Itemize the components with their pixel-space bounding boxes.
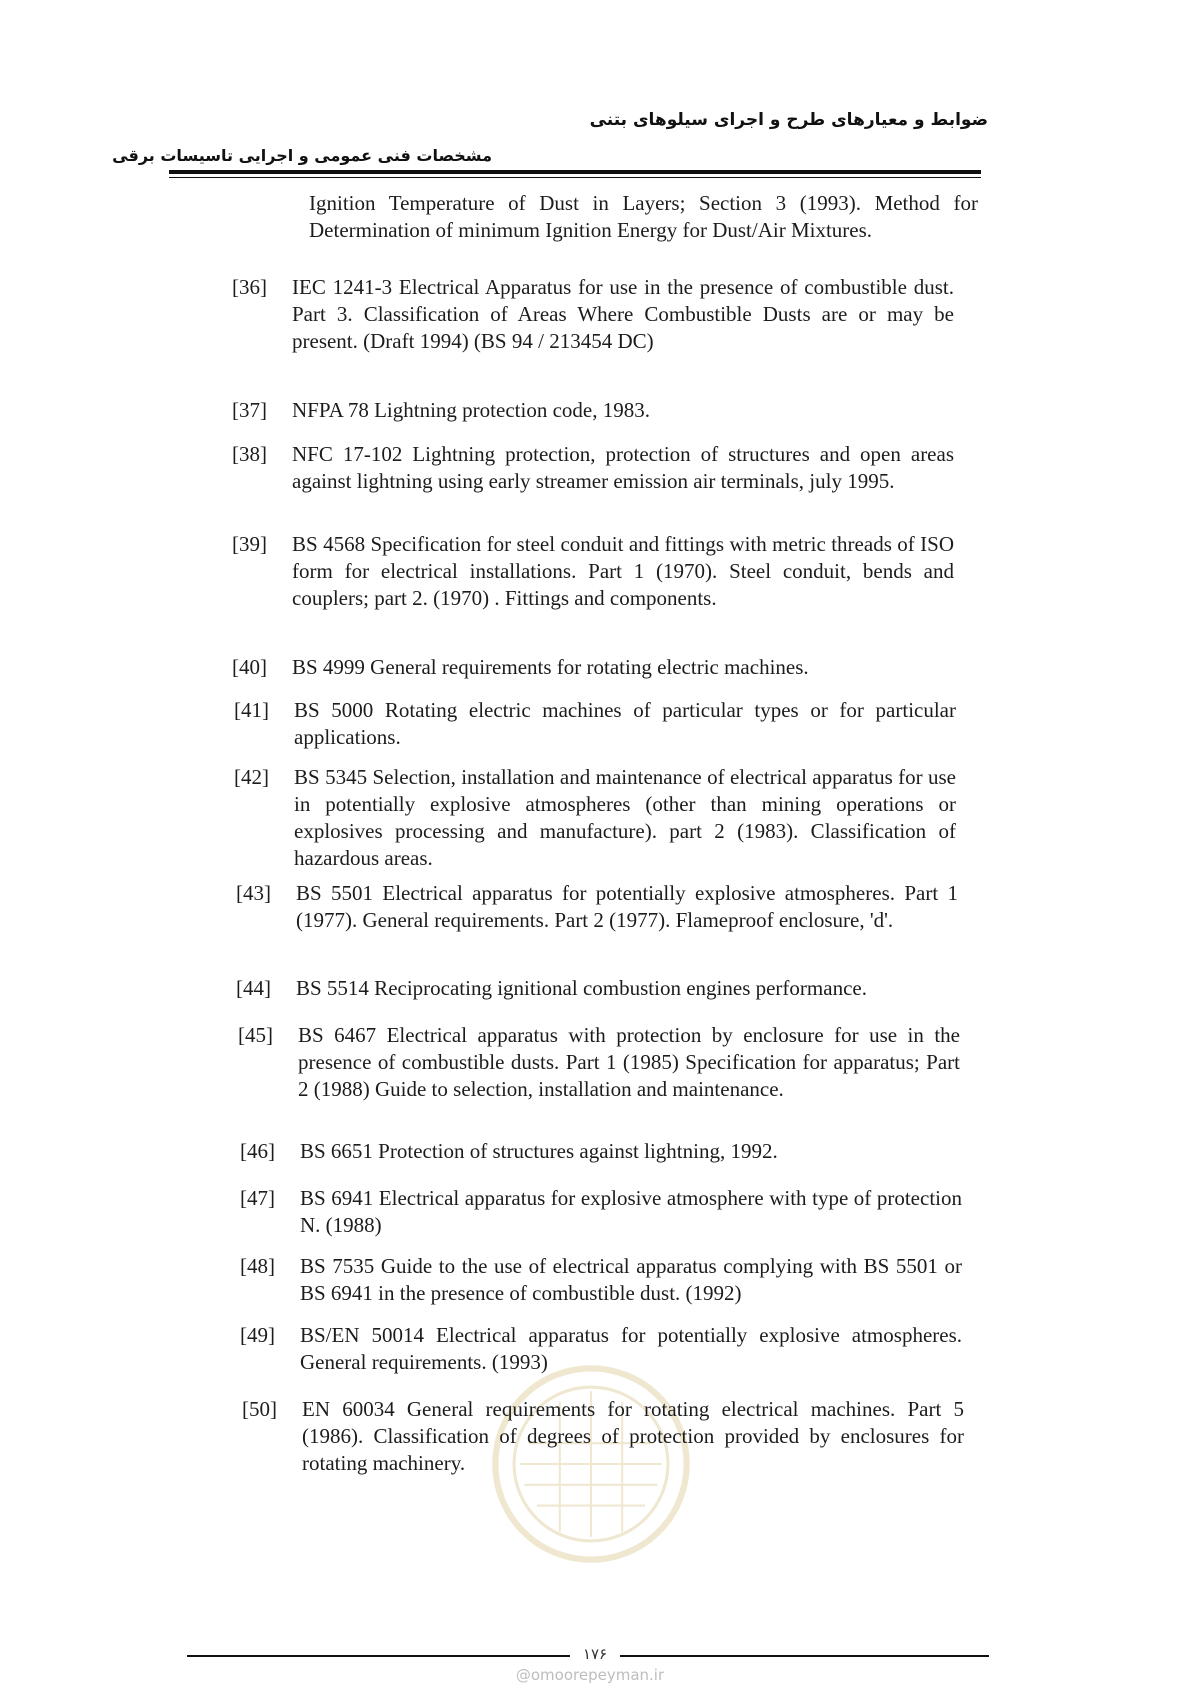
reference-number: [47] — [240, 1186, 275, 1210]
header-rule-thin — [169, 177, 981, 178]
reference-number: [46] — [240, 1139, 275, 1163]
page-number: ۱۷۶ — [570, 1645, 620, 1663]
header-section-title: مشخصات فنی عمومی و اجرایی تاسیسات برقی — [112, 146, 492, 165]
reference-text: EN 60034 General requirements for rotating electrical machines. Part 5 (1986). Classification of degrees of protection provided by enclosures for rotating machinery. — [302, 1397, 964, 1475]
reference-text: BS/EN 50014 Electrical apparatus for potentially explosive atmospheres. General requirements. (1993) — [300, 1323, 962, 1374]
reference-number: [39] — [232, 532, 267, 556]
reference-text: BS 5000 Rotating electric machines of particular types or for particular applications. — [294, 698, 956, 749]
header-rule-thick — [169, 170, 981, 174]
site-watermark: @omoorepeyman.ir — [515, 1666, 665, 1684]
reference-number: [42] — [234, 765, 269, 789]
reference-number: [41] — [234, 698, 269, 722]
reference-number: [49] — [240, 1323, 275, 1347]
reference-text: NFPA 78 Lightning protection code, 1983. — [292, 398, 650, 422]
reference-text: BS 5501 Electrical apparatus for potentially explosive atmospheres. Part 1 (1977). General requirements. Part 2 (1977). Flameproof enclosure, 'd'. — [296, 881, 958, 932]
reference-text: BS 5514 Reciprocating ignitional combustion engines performance. — [296, 976, 867, 1000]
reference-text: BS 5345 Selection, installation and maintenance of electrical apparatus for use in potentially explosive atmospheres (other than mining operations or explosives processing and manufacture). part 2 (1983). Classification of hazardous areas. — [294, 765, 956, 870]
reference-text: BS 4999 General requirements for rotating electric machines. — [292, 655, 809, 679]
continuation-paragraph: Ignition Temperature of Dust in Layers; Section 3 (1993). Method for Determination of minimum Ignition Energy for Dust/Air Mixtures. — [309, 191, 978, 242]
reference-number: [37] — [232, 398, 267, 422]
reference-number: [38] — [232, 442, 267, 466]
reference-text: BS 7535 Guide to the use of electrical apparatus complying with BS 5501 or BS 6941 in the presence of combustible dust. (1992) — [300, 1254, 962, 1305]
reference-text: BS 4568 Specification for steel conduit and fittings with metric threads of ISO form for electrical installations. Part 1 (1970). Steel conduit, bends and couplers; part 2. (1970) . Fittings and components. — [292, 532, 954, 610]
reference-number: [44] — [236, 976, 271, 1000]
reference-number: [36] — [232, 275, 267, 299]
reference-text: BS 6941 Electrical apparatus for explosive atmosphere with type of protection N. (1988) — [300, 1186, 962, 1237]
reference-number: [40] — [232, 655, 267, 679]
reference-number: [50] — [242, 1397, 277, 1421]
header-book-title: ضوابط و معیارهای طرح و اجرای سیلوهای بتنی — [589, 110, 988, 130]
reference-text: NFC 17-102 Lightning protection, protection of structures and open areas against lightning using early streamer emission air terminals, july 1995. — [292, 442, 954, 493]
reference-text: BS 6651 Protection of structures against lightning, 1992. — [300, 1139, 778, 1163]
reference-number: [45] — [238, 1023, 273, 1047]
reference-text: IEC 1241-3 Electrical Apparatus for use in the presence of combustible dust. Part 3. Classification of Areas Where Combustible Dusts are or may be present. (Draft 1994) (BS 94 / 213454 DC) — [292, 275, 954, 353]
reference-text: BS 6467 Electrical apparatus with protection by enclosure for use in the presence of combustible dusts. Part 1 (1985) Specification for apparatus; Part 2 (1988) Guide to selection, installation and maintenance. — [298, 1023, 960, 1101]
reference-number: [43] — [236, 881, 271, 905]
reference-number: [48] — [240, 1254, 275, 1278]
